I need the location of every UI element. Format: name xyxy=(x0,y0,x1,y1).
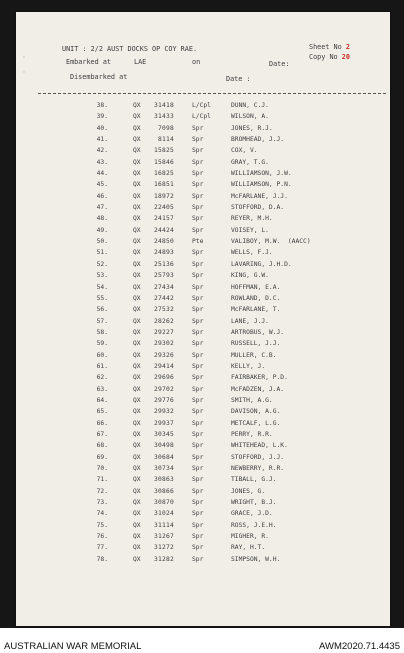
row-index: 57. xyxy=(96,317,108,325)
service-prefix: QX xyxy=(133,476,141,484)
service-prefix: QX xyxy=(133,419,141,427)
table-row xyxy=(16,215,390,226)
rank: Spr xyxy=(192,136,204,144)
member-name: FAIRBAKER, P.D. xyxy=(231,374,288,382)
member-name: McFARLANE, T. xyxy=(231,306,281,314)
row-index: 43. xyxy=(96,158,108,166)
service-number: 29702 xyxy=(154,385,174,393)
rank: Spr xyxy=(192,544,204,552)
embarked-value: LAE xyxy=(134,58,147,66)
service-prefix: QX xyxy=(133,260,141,268)
service-prefix: QX xyxy=(133,533,141,541)
footer-accession-id: AWM2020.71.4435 xyxy=(319,641,400,652)
service-prefix: QX xyxy=(133,555,141,563)
row-index: 77. xyxy=(96,544,108,552)
date2-label: Date : xyxy=(226,75,251,83)
member-name: McFARLANE, J.J. xyxy=(231,192,288,200)
member-name: GRACE, J.D. xyxy=(231,510,273,518)
service-prefix: QX xyxy=(133,226,141,234)
row-index: 65. xyxy=(96,408,108,416)
service-prefix: QX xyxy=(133,102,141,109)
row-index: 38. xyxy=(96,102,108,109)
service-prefix: QX xyxy=(133,113,141,121)
rank: Spr xyxy=(192,396,204,404)
rank: Spr xyxy=(192,260,204,268)
service-number: 27532 xyxy=(154,306,174,314)
service-prefix: QX xyxy=(133,521,141,529)
rank: Spr xyxy=(192,487,204,495)
rank: Spr xyxy=(192,317,204,325)
row-index: 67. xyxy=(96,430,108,438)
rank: Spr xyxy=(192,374,204,382)
table-row xyxy=(16,465,390,476)
personnel-list xyxy=(16,102,390,567)
service-number: 18972 xyxy=(154,192,174,200)
rank: Spr xyxy=(192,170,204,178)
service-prefix: QX xyxy=(133,181,141,189)
rank: Spr xyxy=(192,192,204,200)
row-index: 56. xyxy=(96,306,108,314)
service-number: 7098 xyxy=(158,124,174,132)
table-row xyxy=(16,556,390,567)
service-number: 22405 xyxy=(154,204,174,212)
member-name: ROSS, J.E.H. xyxy=(231,521,277,529)
table-row xyxy=(16,295,390,306)
row-index: 52. xyxy=(96,260,108,268)
service-prefix: QX xyxy=(133,374,141,382)
service-number: 29326 xyxy=(154,351,174,359)
service-number: 29227 xyxy=(154,328,174,336)
row-index: 50. xyxy=(96,238,108,246)
sheet-value: 2 xyxy=(345,43,350,51)
row-index: 68. xyxy=(96,442,108,450)
member-name: METCALF, L.G. xyxy=(231,419,281,427)
service-prefix: QX xyxy=(133,351,141,359)
rank: Spr xyxy=(192,215,204,223)
rank: Spr xyxy=(192,249,204,257)
table-row xyxy=(16,238,390,249)
rank: Spr xyxy=(192,226,204,234)
row-index: 63. xyxy=(96,385,108,393)
service-number: 8114 xyxy=(158,136,174,144)
service-prefix: QX xyxy=(133,328,141,336)
member-name: ARTROBUS, W.J. xyxy=(231,328,285,336)
row-index: 60. xyxy=(96,351,108,359)
table-row xyxy=(16,476,390,487)
row-index: 72. xyxy=(96,487,108,495)
row-index: 53. xyxy=(96,272,108,280)
rank: Spr xyxy=(192,555,204,563)
member-name: SIMPSON, W.H. xyxy=(231,555,281,563)
table-row xyxy=(16,408,390,419)
row-index: 61. xyxy=(96,362,108,370)
rank: L/Cpl xyxy=(192,102,211,109)
copy-value: 20 xyxy=(341,53,350,61)
row-index: 39. xyxy=(96,113,108,121)
service-number: 29937 xyxy=(154,419,174,427)
row-index: 69. xyxy=(96,453,108,461)
service-prefix: QX xyxy=(133,362,141,370)
service-prefix: QX xyxy=(133,272,141,280)
table-row xyxy=(16,193,390,204)
service-number: 24424 xyxy=(154,226,174,234)
member-name: STOFFORD, D.A. xyxy=(231,204,285,212)
row-index: 58. xyxy=(96,328,108,336)
member-name: WILLIAMSON, J.W. xyxy=(231,170,292,178)
row-index: 42. xyxy=(96,147,108,155)
service-number: 30734 xyxy=(154,465,174,472)
service-prefix: QX xyxy=(133,487,141,495)
service-number: 15846 xyxy=(154,158,174,166)
sheet-number: Sheet No 2 xyxy=(309,43,350,51)
member-name: WILLIAMSON, P.N. xyxy=(231,181,292,189)
service-number: 31433 xyxy=(154,113,174,121)
row-index: 46. xyxy=(96,192,108,200)
rank: Spr xyxy=(192,158,204,166)
rank: Spr xyxy=(192,521,204,529)
unit-line xyxy=(62,45,197,53)
service-number: 29302 xyxy=(154,340,174,348)
rank: Spr xyxy=(192,442,204,450)
service-prefix: QX xyxy=(133,170,141,178)
rank: Spr xyxy=(192,362,204,370)
rank: Spr xyxy=(192,419,204,427)
service-prefix: QX xyxy=(133,442,141,450)
service-number: 25793 xyxy=(154,272,174,280)
table-row xyxy=(16,544,390,555)
member-name: ROWLAND, D.C. xyxy=(231,294,281,302)
service-number: 24850 xyxy=(154,238,174,246)
table-row xyxy=(16,113,390,124)
service-prefix: QX xyxy=(133,158,141,166)
service-number: 29932 xyxy=(154,408,174,416)
row-index: 41. xyxy=(96,136,108,144)
table-row xyxy=(16,249,390,260)
row-index: 49. xyxy=(96,226,108,234)
member-name: MIGHER, R. xyxy=(231,533,269,541)
member-name: TIBALL, G.J. xyxy=(231,476,277,484)
rank: Pte xyxy=(192,238,204,246)
row-index: 44. xyxy=(96,170,108,178)
service-number: 30870 xyxy=(154,499,174,507)
service-number: 28262 xyxy=(154,317,174,325)
table-row xyxy=(16,147,390,158)
service-number: 30684 xyxy=(154,453,174,461)
document-page xyxy=(16,12,390,626)
table-row xyxy=(16,431,390,442)
rank: Spr xyxy=(192,328,204,336)
service-prefix: QX xyxy=(133,499,141,507)
punch-mark-bottom: ◦ xyxy=(22,69,26,76)
row-index: 40. xyxy=(96,124,108,132)
row-index: 59. xyxy=(96,340,108,348)
row-index: 54. xyxy=(96,283,108,291)
service-number: 30345 xyxy=(154,430,174,438)
table-row xyxy=(16,136,390,147)
member-name: DUNN, C.J. xyxy=(231,102,269,109)
row-index: 78. xyxy=(96,555,108,563)
rank: Spr xyxy=(192,351,204,359)
service-prefix: QX xyxy=(133,136,141,144)
table-row xyxy=(16,125,390,136)
service-prefix: QX xyxy=(133,408,141,416)
rank: Spr xyxy=(192,453,204,461)
member-name: STOFFORD, J.J. xyxy=(231,453,285,461)
service-prefix: QX xyxy=(133,396,141,404)
service-number: 16851 xyxy=(154,181,174,189)
member-name: HOFFMAN, E.A. xyxy=(231,283,281,291)
table-row xyxy=(16,363,390,374)
row-index: 45. xyxy=(96,181,108,189)
table-row xyxy=(16,374,390,385)
service-prefix: QX xyxy=(133,510,141,518)
rank: Spr xyxy=(192,476,204,484)
service-number: 30866 xyxy=(154,487,174,495)
service-number: 31418 xyxy=(154,102,174,109)
table-row xyxy=(16,386,390,397)
service-prefix: QX xyxy=(133,124,141,132)
rank: Spr xyxy=(192,510,204,518)
service-prefix: QX xyxy=(133,192,141,200)
service-number: 30863 xyxy=(154,476,174,484)
row-index: 51. xyxy=(96,249,108,257)
service-prefix: QX xyxy=(133,385,141,393)
service-number: 27442 xyxy=(154,294,174,302)
table-row xyxy=(16,340,390,351)
table-row xyxy=(16,352,390,363)
member-name: GRAY, T.G. xyxy=(231,158,269,166)
member-name: WHITEHEAD, L.K. xyxy=(231,442,288,450)
member-name: RUSSELL, J.J. xyxy=(231,340,281,348)
row-index: 47. xyxy=(96,204,108,212)
table-row xyxy=(16,420,390,431)
unit-value: 2/2 AUST DOCKS OP COY RAE. xyxy=(90,45,198,53)
member-name: McFADZEN, J.A. xyxy=(231,385,285,393)
member-name: WELLS, F.J. xyxy=(231,249,273,257)
member-name: PERRY, R.R. xyxy=(231,430,273,438)
footer-source: AUSTRALIAN WAR MEMORIAL xyxy=(4,641,142,652)
service-prefix: QX xyxy=(133,283,141,291)
table-row xyxy=(16,284,390,295)
service-prefix: QX xyxy=(133,249,141,257)
rank: Spr xyxy=(192,465,204,472)
service-prefix: QX xyxy=(133,215,141,223)
service-number: 29776 xyxy=(154,396,174,404)
member-name: COX, V. xyxy=(231,147,258,155)
service-number: 16825 xyxy=(154,170,174,178)
table-row xyxy=(16,510,390,521)
service-number: 29696 xyxy=(154,374,174,382)
service-prefix: QX xyxy=(133,294,141,302)
member-name: KING, G.W. xyxy=(231,272,269,280)
member-name: VALIBOY, M.W. (AACC) xyxy=(231,238,311,246)
service-prefix: QX xyxy=(133,147,141,155)
row-index: 76. xyxy=(96,533,108,541)
member-name: JONES, G. xyxy=(231,487,266,495)
member-name: WILSON, A. xyxy=(231,113,269,121)
table-row xyxy=(16,397,390,408)
rank: Spr xyxy=(192,181,204,189)
rank: Spr xyxy=(192,408,204,416)
rank: Spr xyxy=(192,385,204,393)
service-number: 30498 xyxy=(154,442,174,450)
rank: L/Cpl xyxy=(192,113,211,121)
service-number: 31114 xyxy=(154,521,174,529)
table-row xyxy=(16,533,390,544)
service-prefix: QX xyxy=(133,238,141,246)
rank: Spr xyxy=(192,294,204,302)
member-name: DAVISON, A.G. xyxy=(231,408,281,416)
member-name: BROMHEAD, J.J. xyxy=(231,136,285,144)
service-prefix: QX xyxy=(133,317,141,325)
rank: Spr xyxy=(192,533,204,541)
table-row xyxy=(16,227,390,238)
service-number: 31282 xyxy=(154,555,174,563)
service-prefix: QX xyxy=(133,306,141,314)
row-index: 62. xyxy=(96,374,108,382)
service-number: 25136 xyxy=(154,260,174,268)
row-index: 70. xyxy=(96,465,108,472)
rank: Spr xyxy=(192,124,204,132)
on-label: on xyxy=(192,58,201,66)
member-name: LAVARING, J.H.D. xyxy=(231,260,292,268)
row-index: 66. xyxy=(96,419,108,427)
member-name: MULLER, C.B. xyxy=(231,351,277,359)
table-row xyxy=(16,488,390,499)
row-index: 73. xyxy=(96,499,108,507)
service-prefix: QX xyxy=(133,453,141,461)
table-row xyxy=(16,329,390,340)
table-row xyxy=(16,318,390,329)
service-number: 24893 xyxy=(154,249,174,257)
service-prefix: QX xyxy=(133,544,141,552)
disembarked-label: Disembarked at xyxy=(70,73,128,81)
member-name: WRIGHT, B.J. xyxy=(231,499,277,507)
member-name: JONES, R.J. xyxy=(231,124,273,132)
row-index: 71. xyxy=(96,476,108,484)
rank: Spr xyxy=(192,204,204,212)
table-row xyxy=(16,159,390,170)
member-name: KELLY, J. xyxy=(231,362,266,370)
row-index: 48. xyxy=(96,215,108,223)
date-label: Date: xyxy=(269,60,290,68)
member-name: RAY, H.T. xyxy=(231,544,266,552)
service-number: 15825 xyxy=(154,147,174,155)
table-row xyxy=(16,181,390,192)
table-row xyxy=(16,442,390,453)
member-name: SMITH, A.G. xyxy=(231,396,273,404)
service-number: 31267 xyxy=(154,533,174,541)
service-number: 27434 xyxy=(154,283,174,291)
table-row xyxy=(16,499,390,510)
table-row xyxy=(16,170,390,181)
member-name: LANE, J.J. xyxy=(231,317,269,325)
embarked-label: Embarked at xyxy=(66,58,112,66)
member-name: REYER, M.H. xyxy=(231,215,273,223)
service-prefix: QX xyxy=(133,430,141,438)
rank: Spr xyxy=(192,340,204,348)
member-name: NEWBERRY, R.R. xyxy=(231,465,285,472)
service-number: 29414 xyxy=(154,362,174,370)
row-index: 64. xyxy=(96,396,108,404)
rank: Spr xyxy=(192,147,204,155)
rank: Spr xyxy=(192,499,204,507)
header-divider xyxy=(38,93,386,94)
archive-footer xyxy=(0,628,404,653)
rank: Spr xyxy=(192,306,204,314)
table-row xyxy=(16,261,390,272)
rank: Spr xyxy=(192,430,204,438)
service-prefix: QX xyxy=(133,465,141,472)
table-row xyxy=(16,522,390,533)
punch-mark-top: ◦ xyxy=(22,54,26,61)
service-prefix: QX xyxy=(133,340,141,348)
table-row xyxy=(16,272,390,283)
rank: Spr xyxy=(192,283,204,291)
row-index: 75. xyxy=(96,521,108,529)
rank: Spr xyxy=(192,272,204,280)
service-number: 24157 xyxy=(154,215,174,223)
unit-label: UNIT : xyxy=(62,45,87,53)
service-prefix: QX xyxy=(133,204,141,212)
table-row xyxy=(16,102,390,113)
table-row xyxy=(16,454,390,465)
copy-number: Copy No 20 xyxy=(309,53,350,61)
row-index: 74. xyxy=(96,510,108,518)
member-name: VOISEY, L. xyxy=(231,226,269,234)
service-number: 31272 xyxy=(154,544,174,552)
service-number: 31024 xyxy=(154,510,174,518)
row-index: 55. xyxy=(96,294,108,302)
table-row xyxy=(16,204,390,215)
table-row xyxy=(16,306,390,317)
